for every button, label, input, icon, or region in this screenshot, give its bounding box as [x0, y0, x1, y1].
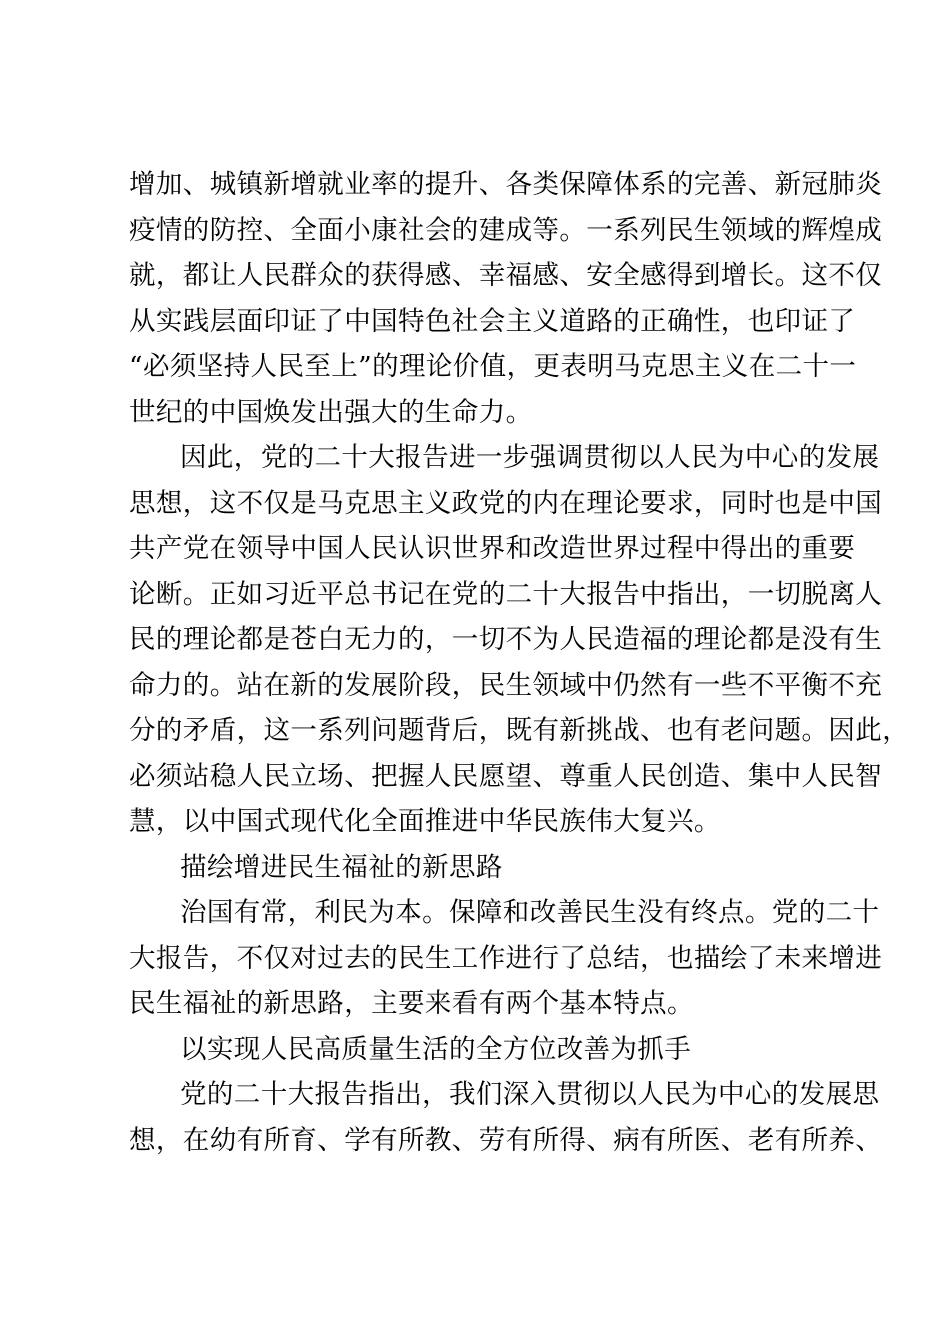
- paragraph-line: “必须坚持人民至上”的理论价值，更表明马克思主义在二十一: [129, 351, 857, 382]
- paragraph-line: 必须站稳人民立场、把握人民愿望、尊重人民创造、集中人民智: [129, 761, 883, 792]
- paragraph-line: 从实践层面印证了中国特色社会主义道路的正确性，也印证了: [129, 306, 856, 337]
- paragraph-line: 民生福祉的新思路，主要来看有两个基本特点。: [129, 988, 694, 1019]
- section-heading: 描绘增进民生福祉的新思路: [180, 852, 503, 883]
- paragraph-line: 想，在幼有所育、学有所教、劳有所得、病有所医、老有所养、: [129, 1125, 883, 1156]
- paragraph-line: 共产党在领导中国人民认识世界和改造世界过程中得出的重要: [129, 533, 856, 564]
- paragraph-line: 分的矛盾，这一系列问题背后，既有新挑战、也有老问题。因此，: [129, 715, 910, 746]
- paragraph-line: 大报告，不仅对过去的民生工作进行了总结，也描绘了未来增进: [129, 943, 883, 974]
- paragraph-line: 疫情的防控、全面小康社会的建成等。一系列民生领域的辉煌成: [129, 215, 883, 246]
- paragraph-line: 民的理论都是苍白无力的，一切不为人民造福的理论都是没有生: [129, 624, 883, 655]
- paragraph-line: 治国有常，利民为本。保障和改善民生没有终点。党的二十: [180, 897, 880, 928]
- paragraph-line: 增加、城镇新增就业率的提升、各类保障体系的完善、新冠肺炎: [129, 169, 883, 200]
- paragraph-line: 命力的。站在新的发展阶段，民生领域中仍然有一些不平衡不充: [129, 670, 883, 701]
- paragraph-line: 就，都让人民群众的获得感、幸福感、安全感得到增长。这不仅: [129, 260, 883, 291]
- paragraph-line: 世纪的中国焕发出强大的生命力。: [129, 397, 533, 428]
- paragraph-line: 论断。正如习近平总书记在党的二十大报告中指出，一切脱离人: [129, 579, 883, 610]
- section-heading: 以实现人民高质量生活的全方位改善为抓手: [180, 1034, 692, 1065]
- paragraph-line: 党的二十大报告指出，我们深入贯彻以人民为中心的发展思: [180, 1079, 880, 1110]
- paragraph-line: 因此，党的二十大报告进一步强调贯彻以人民为中心的发展: [180, 442, 880, 473]
- paragraph-line: 思想，这不仅是马克思主义政党的内在理论要求，同时也是中国: [129, 488, 883, 519]
- paragraph-line: 慧，以中国式现代化全面推进中华民族伟大复兴。: [129, 806, 721, 837]
